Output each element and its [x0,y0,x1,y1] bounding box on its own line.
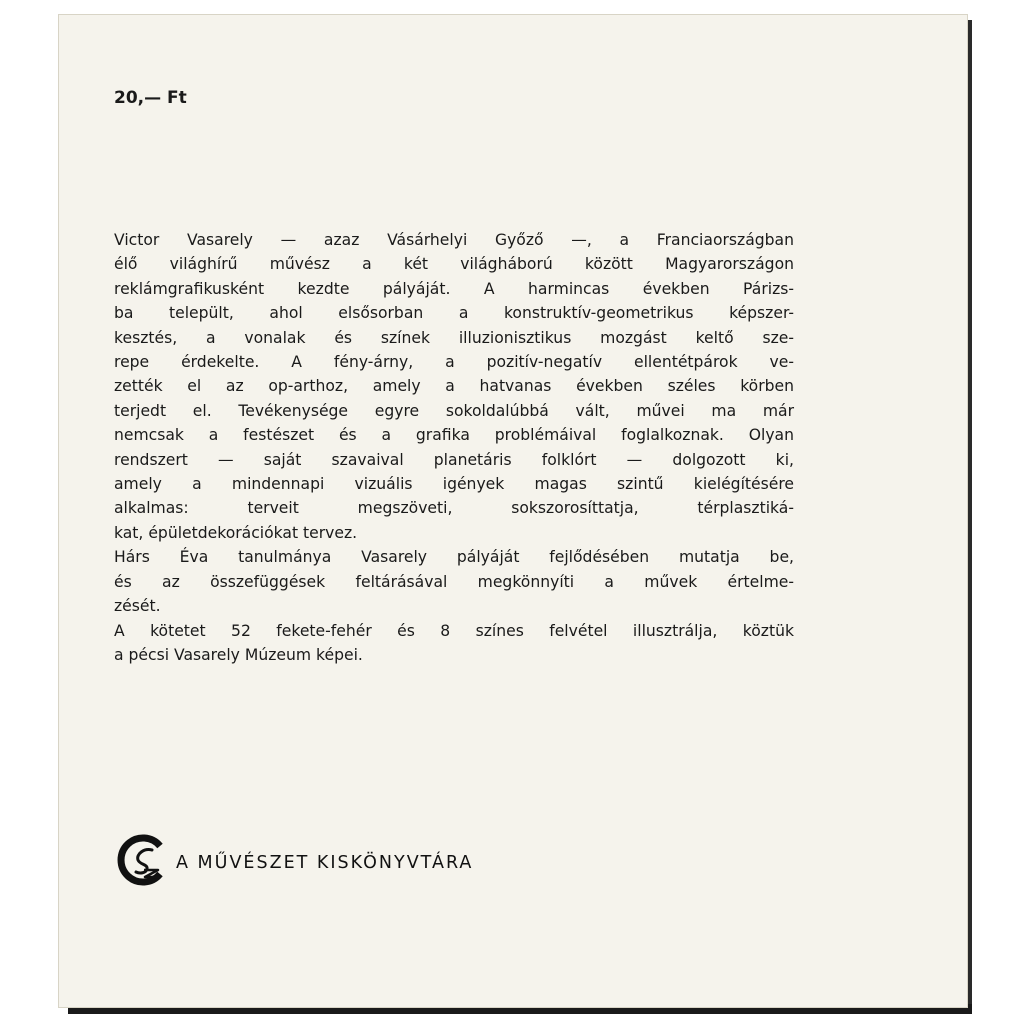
blurb-line: élő világhírű művész a két világháború között Magyarországon [114,255,794,274]
blurb-line: kat, épületdekorációkat tervez. [114,523,358,542]
blurb-line: zették el az op-arthoz, amely a hatvanas években széles körben [114,377,794,396]
blurb-line: ba települt, ahol elsősorban a konstruktív-geometrikus képszer- [114,304,794,323]
blurb-line: zését. [114,597,161,616]
blurb-line: A kötetet 52 fekete-fehér és 8 színes felvétel illusztrálja, köztük [114,621,794,640]
blurb-line: Victor Vasarely — azaz Vásárhelyi Győző —, a Franciaországban [114,231,794,249]
blurb-line: amely a mindennapi vizuális igények magas szintű kielégítésére [114,475,794,494]
blurb-line: és az összefüggések feltárásával megkönnyíti a művek értelme- [114,572,794,591]
blurb-line: rendszert — saját szavaival planetáris folklórt — dolgozott ki, [114,450,794,469]
blurb-text [114,228,794,667]
price-label: 20,— Ft [114,88,187,108]
blurb-line: a pécsi Vasarely Múzeum képei. [114,645,363,664]
blurb-line: kesztés, a vonalak és színek illuzionisztikus mozgást keltő sze- [114,328,794,347]
publisher-series-mark [114,832,473,888]
series-name: A MŰVÉSZET KISKÖNYVTÁRA [176,853,474,873]
blurb-line: repe érdekelte. A fény-árny, a pozitív-negatív ellentétpárok ve- [114,353,794,372]
blurb-line: terjedt el. Tevékenysége egyre sokoldalúbbá vált, művei ma már [114,401,794,420]
blurb-line: Hárs Éva tanulmánya Vasarely pályáját fejlődésében mutatja be, [114,548,794,567]
blurb-line: reklámgrafikusként kezdte pályáját. A harmincas években Párizs- [114,279,794,298]
corvina-monogram-logo-icon [114,832,170,888]
blurb-line: nemcsak a festészet és a grafika problémáival foglalkoznak. Olyan [114,426,794,445]
blurb-line: alkalmas: terveit megszöveti, sokszorosíttatja, térplasztiká- [114,499,794,518]
